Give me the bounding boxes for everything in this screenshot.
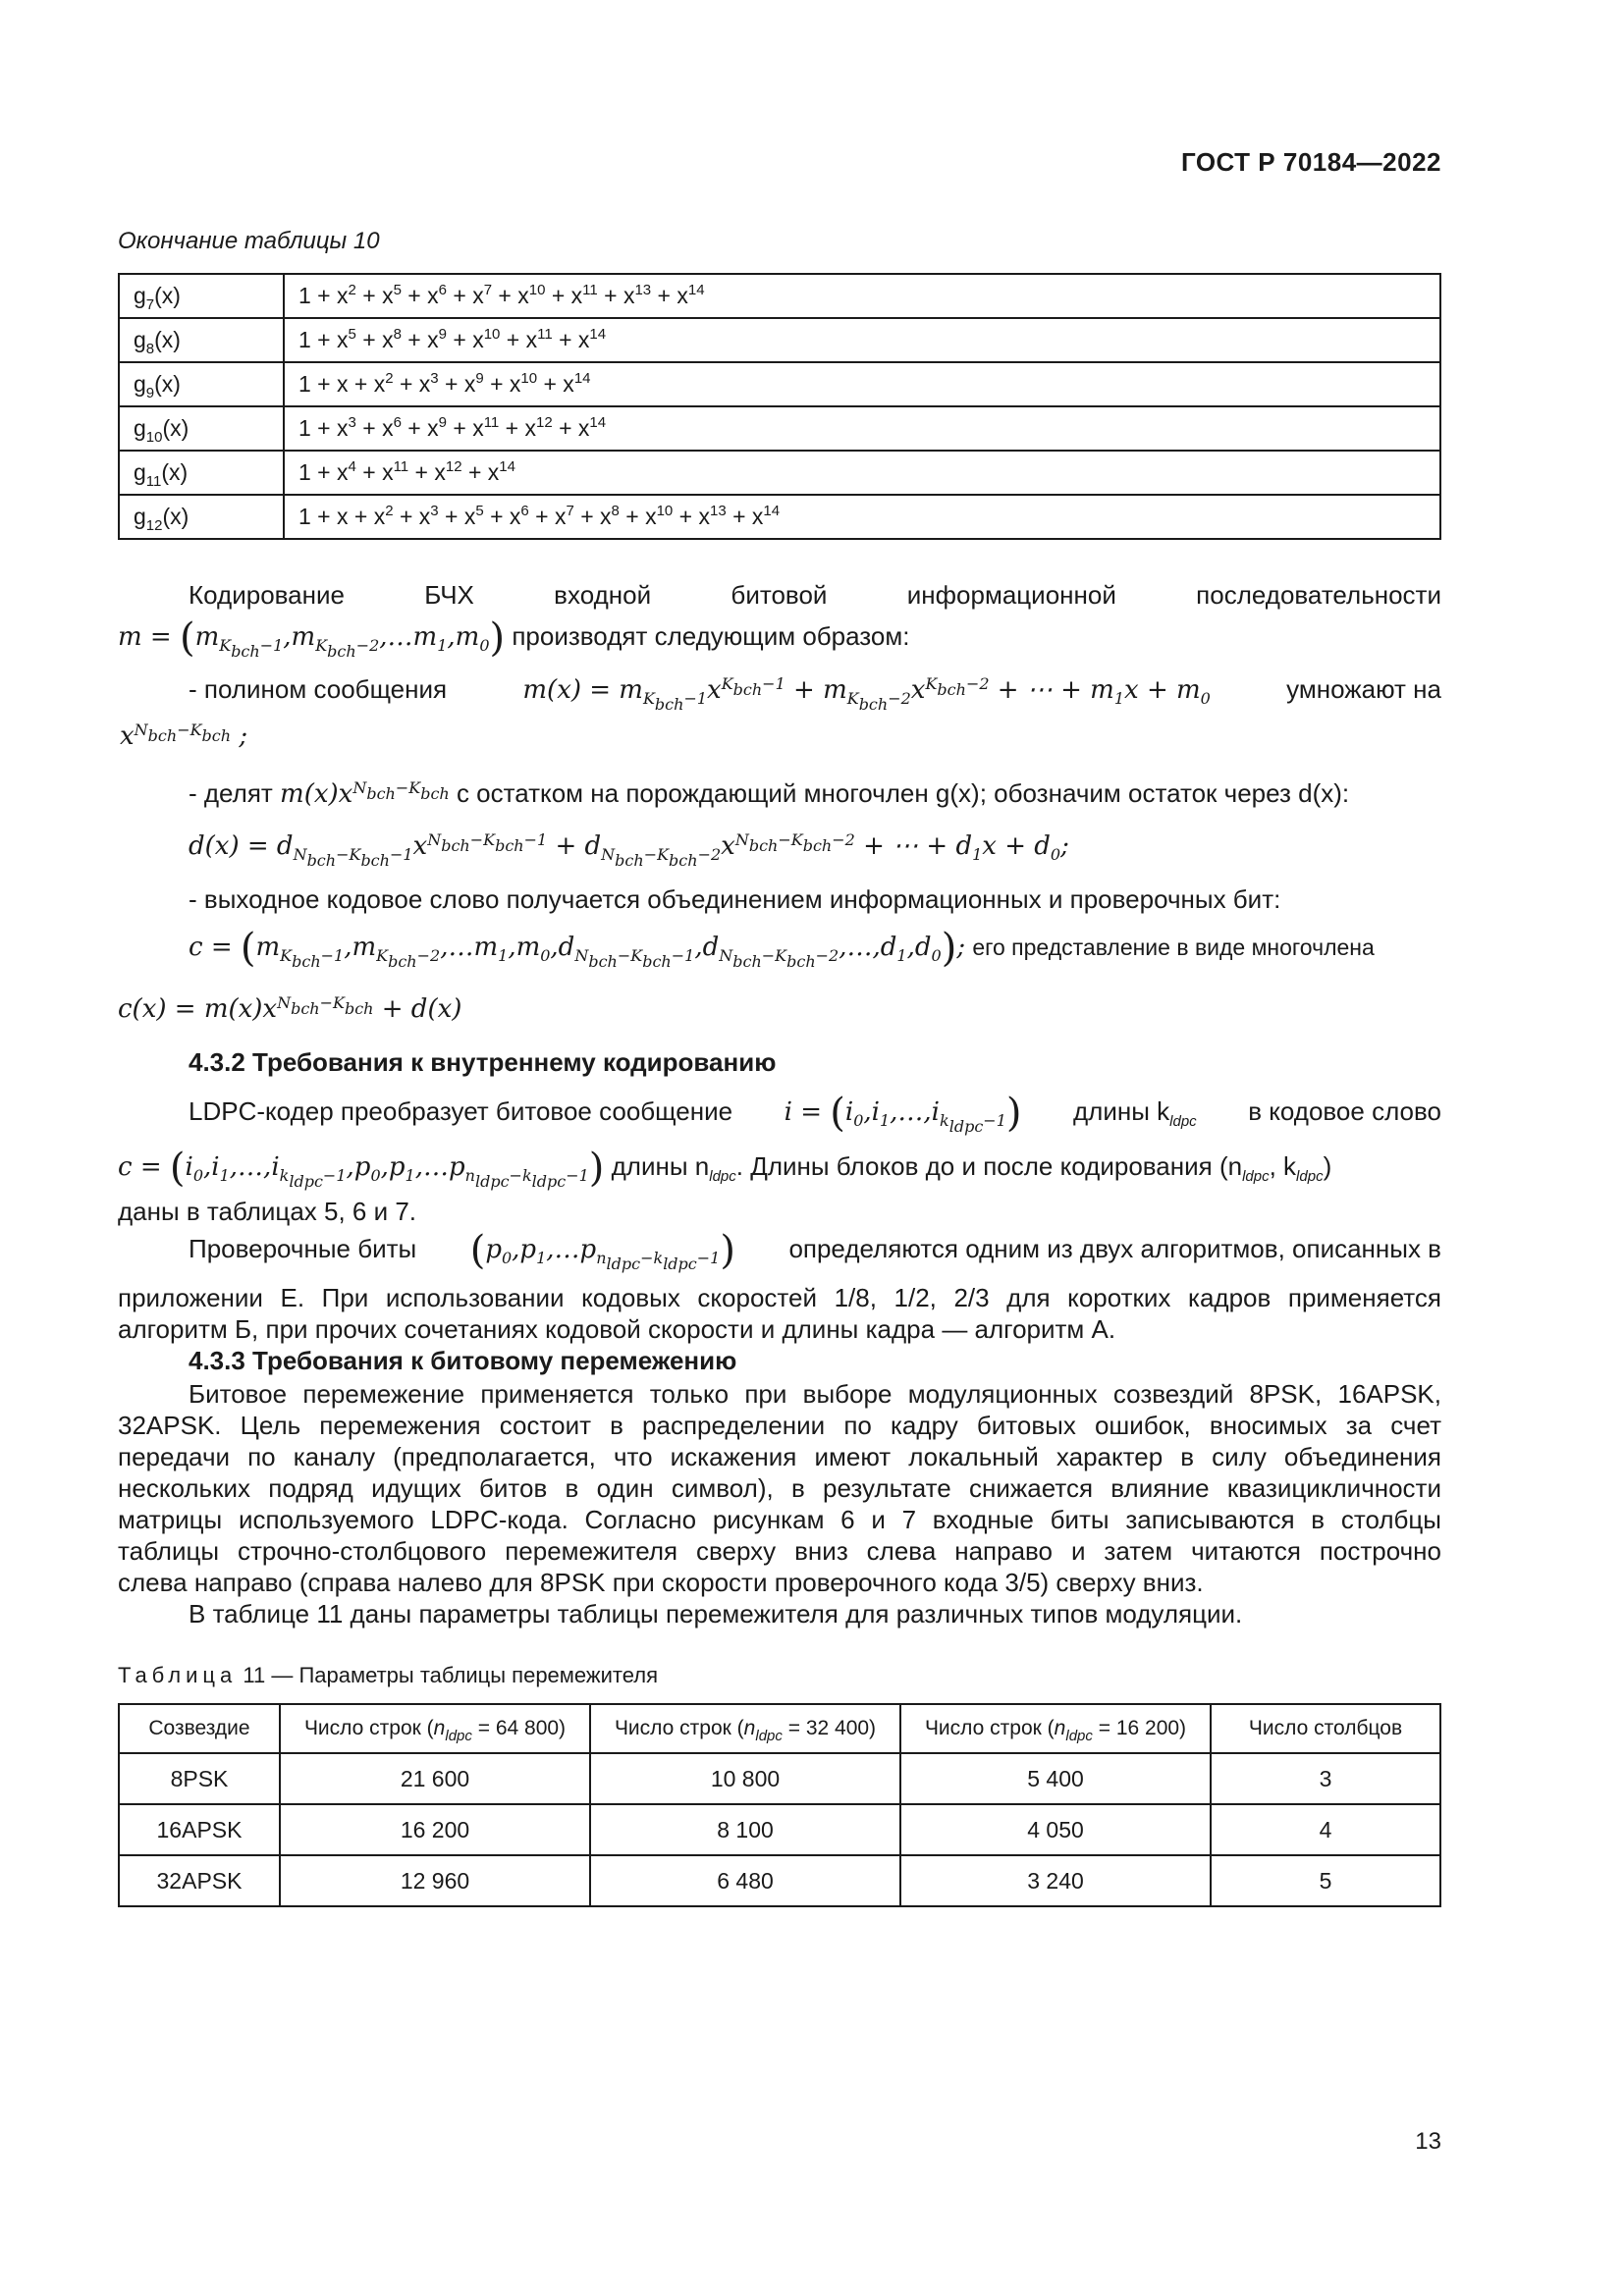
bch-item2-tail: с остатком на порождающий многочлен g(x); обозначим остаток через d(x):: [456, 778, 1350, 808]
table-row: [119, 1855, 1440, 1906]
parity-bits-formula: $(p_0,p_1,\dots p_{n_{ldpc}-k_{ldpc}-1})$: [469, 1228, 735, 1273]
column-header: Число столбцов: [1211, 1704, 1440, 1753]
table-cell: 6 480: [590, 1855, 900, 1906]
table-row: [119, 406, 1440, 451]
table-cell: 16APSK: [119, 1804, 280, 1855]
text-line: нескольких подряд идущих битов в один символ), в результате снижается влияние квазицикличности: [118, 1473, 1441, 1503]
text-line: В таблице 11 даны параметры таблицы перемежителя для различных типов модуляции.: [189, 1599, 1243, 1629]
poly-name: $g_9(x)$: [119, 362, 284, 406]
ldpc-line2-d: длины n: [611, 1151, 710, 1181]
table-cell: 12 960: [280, 1855, 590, 1906]
ldpc-line2-e: . Длины блоков до и после кодирования (n: [735, 1151, 1243, 1181]
bch-item2-label: - делят: [189, 778, 273, 808]
text-line: Битовое перемежение применяется только при выборе модуляционных созвездий 8PSK, 16APSK,: [189, 1379, 1441, 1409]
column-header: Число строк ($n_{ldpc} = 64$ 800): [280, 1704, 590, 1753]
section-432-p2-line3: алгоритм Б, при прочих сочетаниях кодовой скорости и длины кадра — алгоритм А.: [118, 1314, 1116, 1344]
table-cell: 5: [1211, 1855, 1440, 1906]
text-line: таблицы строчно-столбцового перемежителя сверху вниз слева направо и затем читаются построчно: [118, 1536, 1441, 1566]
codeword-formula: $c = (m_{K_{bch}-1},m_{K_{bch}-2},\dots m_1,m_0,d_{N_{bch}-K_{bch}-1},d_{N_{bch}-K_{bch}-2},\dots,d_1,d_0)$;: [189, 926, 966, 971]
poly-expression: $1 + x^5 + x^8 + x^9 + x^{10} + x^{11} + x^{14}$: [284, 318, 1440, 362]
table-row: [119, 1753, 1440, 1804]
table10-caption: Окончание таблицы 10: [118, 228, 380, 254]
table-cell: 4: [1211, 1804, 1440, 1855]
bch-intro-line2: [118, 615, 1441, 661]
codeword-tail: его представление в виде многочлена: [972, 934, 1375, 960]
message-polynomial-formula: $m(x) = m_{K_{bch}-1}x^{K_{bch}-1} + m_{K_{bch}-2}x^{K_{bch}-2}$ + ⋯ + $m_1x + m_0$: [522, 674, 1211, 714]
poly-expression: $1 + x + x^2 + x^3 + x^5 + x^6 + x^7 + x^8 + x^{10} + x^{13} + x^{14}$: [284, 495, 1440, 539]
section-432-p2-line1: [189, 1228, 1441, 1273]
column-header: Число строк ($n_{ldpc} = 16$ 200): [900, 1704, 1211, 1753]
poly-name: $g_8(x)$: [119, 318, 284, 362]
text-line: матрицы используемого LDPC-кода. Согласно рисункам 6 и 7 входные биты записываются в столбцы: [118, 1505, 1441, 1534]
divide-formula: $m(x)x^{N_{bch}-K_{bch}}$: [280, 778, 450, 809]
text-line: 32APSK. Цель перемежения состоит в распределении по кадру битовых ошибок, вносимых за счет: [118, 1411, 1441, 1440]
section-432-line3: даны в таблицах 5, 6 и 7.: [118, 1197, 417, 1226]
table-cell: 16 200: [280, 1804, 590, 1855]
bch-item1-tail: умножают на: [1286, 674, 1441, 704]
table-cell: 3 240: [900, 1855, 1211, 1906]
ldpc-line1-c: в кодовое слово: [1248, 1096, 1441, 1126]
remainder-formula: $d(x) = d_{N_{bch}-K_{bch}-1}x^{N_{bch}-K_{bch}-1} + d_{N_{bch}-K_{bch}-2}x^{N_{bch}-K_{bch}-2}$ + ⋯ + $d_1x + d_0$;: [189, 830, 1069, 870]
poly-expression: $1 + x + x^2 + x^3 + x^9 + x^{10} + x^{14}$: [284, 362, 1440, 406]
bch-item1-label: - полином сообщения: [189, 674, 448, 704]
table-cell: 4 050: [900, 1804, 1211, 1855]
page-number: 13: [1415, 2128, 1441, 2155]
section-432-line1: [189, 1091, 1441, 1136]
bch-intro-line1: Кодирование БЧХ входной битовой информационной последовательности: [189, 580, 1441, 610]
ldpc-line2-g: ): [1323, 1151, 1332, 1181]
table-cell: 21 600: [280, 1753, 590, 1804]
table-row: [119, 451, 1440, 495]
parity-bits-tail: определяются одним из двух алгоритмов, описанных в: [788, 1234, 1441, 1263]
poly-name: $g_{11}(x)$: [119, 451, 284, 495]
section-432-line2: $c = (i_0,i_1,\dots,i_{k_{ldpc}-1},p_0,p_1,\dots p_{n_{ldpc}-k_{ldpc}-1})$ длины $n_{ldpc}$. Длины блоков до и после кодирования ($n_{ldpc}$, $k_{ldpc}$): [118, 1146, 1332, 1191]
poly-expression: $1 + x^4 + x^{11} + x^{12} + x^{14}$: [284, 451, 1440, 495]
table11-caption: [118, 1663, 658, 1688]
table-cell: 8PSK: [119, 1753, 280, 1804]
table-cell: 32APSK: [119, 1855, 280, 1906]
poly-name: $g_7(x)$: [119, 274, 284, 318]
table11-caption-text: 11 — Параметры таблицы перемежителя: [243, 1663, 658, 1687]
section-432-p2-line2: приложении Е. При использовании кодовых скоростей 1/8, 1/2, 2/3 для коротких кадров применяется: [118, 1283, 1441, 1312]
table-row: [119, 362, 1440, 406]
ldpc-line1-a: LDPC-кодер преобразует битовое сообщение: [189, 1096, 733, 1126]
table-row: [119, 318, 1440, 362]
poly-expression: $1 + x^3 + x^6 + x^9 + x^{11} + x^{12} + x^{14}$: [284, 406, 1440, 451]
column-header: Число строк ($n_{ldpc} = 32$ 400): [590, 1704, 900, 1753]
shift-formula: $x^{N_{bch}-K_{bch}}$ ;: [120, 721, 248, 751]
section-432-heading: 4.3.2 Требования к внутреннему кодированию: [189, 1047, 777, 1077]
table-cell: 10 800: [590, 1753, 900, 1804]
table11-caption-label: Таблица: [118, 1663, 238, 1687]
section-433-paragraph: [118, 1378, 1441, 1629]
column-header: Созвездие: [119, 1704, 280, 1753]
poly-name: $g_{10}(x)$: [119, 406, 284, 451]
section-433-heading: 4.3.3 Требования к битовому перемежению: [189, 1346, 737, 1375]
table-row: [119, 274, 1440, 318]
table11: [118, 1703, 1441, 1907]
bch-item1: [189, 673, 1441, 714]
table-row: [119, 1804, 1440, 1855]
ldpc-codeword-formula: $c = (i_0,i_1,\dots,i_{k_{ldpc}-1},p_0,p_1,\dots p_{n_{ldpc}-k_{ldpc}-1})$: [118, 1146, 605, 1191]
ldpc-line1-length: длины $k_{ldpc}$: [1073, 1096, 1197, 1130]
info-message-formula: $i = (i_0,i_1,\dots,i_{k_{ldpc}-1})$: [784, 1091, 1022, 1136]
bch-item2: [189, 777, 1441, 810]
message-sequence-formula: $m = (m_{K_{bch}-1},m_{K_{bch}-2},\dots m_1,m_0)$: [118, 615, 506, 661]
table-row: [119, 495, 1440, 539]
text-line: слева направо (справа налево для 8PSK при скорости проверочного кода 3/5) сверху вниз.: [118, 1568, 1204, 1597]
table-header-row: [119, 1704, 1440, 1753]
table10: [118, 273, 1441, 540]
ldpc-line2-f: , k: [1269, 1151, 1297, 1181]
table-cell: 8 100: [590, 1804, 900, 1855]
parity-bits-label: Проверочные биты: [189, 1234, 417, 1263]
bch-intro-tail: производят следующим образом:: [512, 621, 910, 651]
codeword-polynomial-formula: $c(x) = m(x)x^{N_{bch}-K_{bch}} + d(x)$: [118, 993, 462, 1024]
poly-name: $g_{12}(x)$: [119, 495, 284, 539]
poly-expression: $1 + x^2 + x^5 + x^6 + x^7 + x^{10} + x^{11} + x^{13} + x^{14}$: [284, 274, 1440, 318]
codeword-line: [189, 926, 1455, 971]
bch-item3: - выходное кодовое слово получается объединением информационных и проверочных бит:: [189, 884, 1281, 914]
standard-header: ГОСТ Р 70184—2022: [1180, 147, 1441, 177]
table-cell: 5 400: [900, 1753, 1211, 1804]
table-cell: 3: [1211, 1753, 1440, 1804]
text-line: передачи по каналу (предполагается, что искажения имеют локальный характер в силу объединения: [118, 1442, 1441, 1471]
